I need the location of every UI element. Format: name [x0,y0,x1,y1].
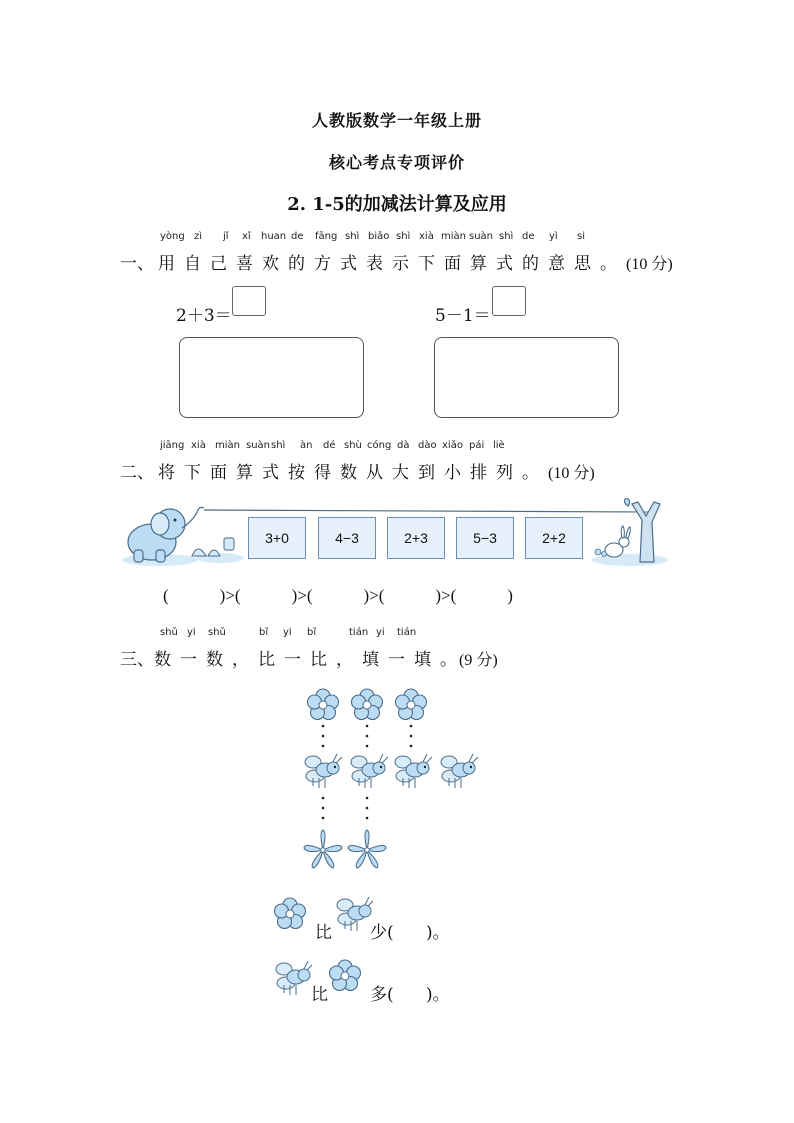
equation-1: 2＋3＝ [176,306,232,326]
char: 排 [470,463,487,483]
pinyin: yi [187,627,196,638]
pinyin: tián [349,627,369,638]
pinyin: suàn [246,440,271,451]
answer-square-2[interactable] [492,286,526,316]
pinyin: yì [549,231,558,242]
pinyin: shǔ [160,627,178,638]
q2-pinyin [160,440,560,454]
char: 用 [158,254,175,274]
char: 面 [444,254,461,274]
flower-icon [348,830,386,868]
pinyin: xià [419,231,434,242]
bee-icon [272,957,312,997]
char: 思 [574,254,591,274]
pinyin: dé [323,440,336,451]
pinyin: tián [397,627,417,638]
pinyin: shì [345,231,360,242]
score: (10 分) [548,465,595,482]
char: 按 [288,463,305,483]
compare-word-1: 比 [315,923,332,943]
char: 比 [258,650,275,670]
compare-word-2: 比 [311,985,328,1005]
flower-icon [308,689,339,720]
pinyin: fāng [315,231,338,242]
char: 比 [310,650,327,670]
char: 算 [236,463,253,483]
q1-pinyin [160,231,620,245]
char: 大 [392,463,409,483]
section-title: 核心考点专项评价 [328,153,465,172]
q3-prompt [120,645,498,670]
bee-icon [395,754,432,788]
pinyin: shù [344,440,362,451]
char: 。 [522,463,539,483]
q3-pinyin [160,627,460,641]
pinyin: yi [283,627,292,638]
pinyin: huan [261,231,287,242]
answer-blank-2[interactable]: 多( )。 [370,985,450,1005]
answer-square-1[interactable] [232,286,266,316]
flower-icon [272,896,308,932]
pinyin: yi [376,627,385,638]
pinyin: bǐ [259,627,269,638]
pinyin: zì [194,231,203,242]
pinyin: shì [499,231,514,242]
q1-prompt [120,249,673,274]
pinyin: shì [271,440,286,451]
pinyin: bǐ [307,627,317,638]
pinyin: si [577,231,585,242]
pinyin: de [291,231,304,242]
char: 得 [314,463,331,483]
flower-icon [304,830,342,868]
char: 从 [366,463,383,483]
char: 己 [210,254,227,274]
bee-icon [305,754,342,788]
bottom-flower-row [304,830,386,868]
clothesline [204,510,650,512]
question-number: 三、 [120,650,154,670]
rabbit-icon [605,526,630,557]
char: 表 [366,254,383,274]
pinyin: xǐ [242,231,251,242]
equation-2: 5－1＝ [435,306,491,326]
top-flower-row [308,689,427,720]
char: 小 [444,463,461,483]
pinyin: jiāng [160,440,185,451]
char: 数 [206,650,223,670]
pinyin: pái [469,440,485,451]
unit-title: 2. 1-5的加减法计算及应用 [287,194,507,215]
pinyin: dà [397,440,410,451]
char: 下 [418,254,435,274]
pinyin: xià [191,440,206,451]
pinyin: de [522,231,535,242]
score: (10 分) [626,256,673,273]
bee-icon [333,893,373,933]
char: 喜 [236,254,253,274]
char: 一 [284,650,301,670]
char: 算 [470,254,487,274]
expression-card-3: 2+3 [387,517,445,559]
char: 到 [418,463,435,483]
char: 。 [600,254,617,274]
char: ， [232,650,249,670]
flower-icon [352,689,383,720]
char: 式 [340,254,357,274]
char: 填 [414,650,431,670]
char: 列 [496,463,513,483]
question-number: 一、 [120,254,154,274]
expression-card-5: 2+2 [525,517,583,559]
score: (9 分) [459,652,498,669]
ordering-blanks[interactable]: ( )>( )>( )>( )>( ) [163,586,513,605]
pinyin: àn [300,440,313,451]
pinyin: liè [493,440,505,451]
char: 自 [184,254,201,274]
bee-icon [441,754,478,788]
char: 面 [210,463,227,483]
char: 数 [340,463,357,483]
pinyin: jǐ [223,231,229,242]
char: 式 [262,463,279,483]
char: 一 [388,650,405,670]
pinyin: miàn [441,231,466,242]
char: 数 [154,650,171,670]
expression-card-2: 4−3 [318,517,376,559]
pinyin: dào [418,440,437,451]
q2-prompt [120,458,595,483]
char: 。 [440,650,457,670]
pinyin: suàn [469,231,494,242]
char: 式 [496,254,513,274]
char: 的 [288,254,305,274]
drawing-box-1[interactable] [179,337,364,418]
pinyin: shǔ [208,627,226,638]
flower-icon [396,689,427,720]
char: 欢 [262,254,279,274]
pinyin: shì [396,231,411,242]
expression-card-1: 3+0 [248,517,306,559]
char: 的 [522,254,539,274]
pinyin: biǎo [368,231,390,242]
book-title: 人教版数学一年级上册 [311,111,482,130]
counting-figure [295,680,495,875]
pinyin: miàn [215,440,240,451]
answer-blank-1[interactable]: 少( )。 [370,923,450,943]
char: 将 [158,463,175,483]
pinyin: xiǎo [442,440,463,451]
char: 示 [392,254,409,274]
drawing-box-2[interactable] [434,337,619,418]
flower-icon [327,958,363,994]
char: 方 [314,254,331,274]
bee-icon [351,754,388,788]
char: 一 [180,650,197,670]
pinyin: cóng [367,440,392,451]
question-number: 二、 [120,463,154,483]
pinyin: yòng [160,231,185,242]
bee-row [305,754,478,788]
char: 下 [184,463,201,483]
char: ， [336,650,353,670]
char: 填 [362,650,379,670]
expression-card-4: 5−3 [456,517,514,559]
char: 意 [548,254,565,274]
